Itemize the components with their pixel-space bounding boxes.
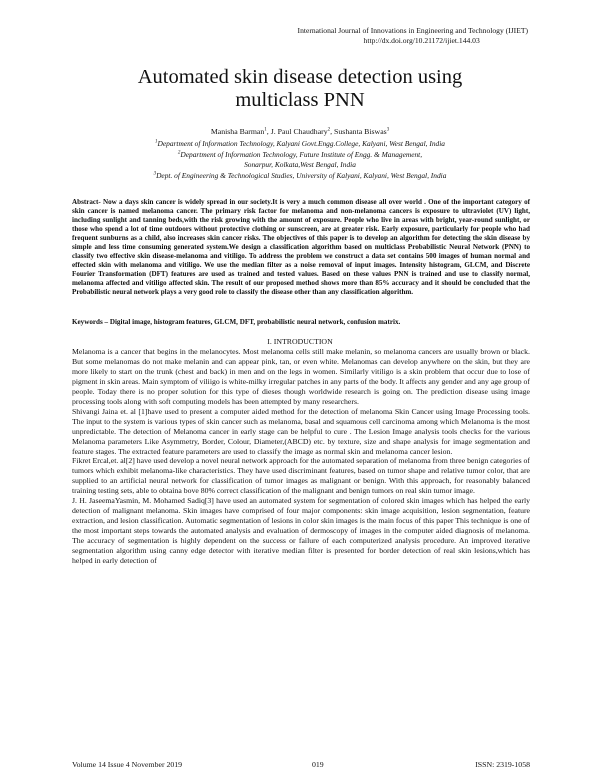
paper-title [0,66,600,112]
title-line-2: multiclass PNN [235,89,365,111]
body-text [72,347,530,566]
author-3-mark: 3 [386,127,390,133]
affiliation-3-mark: 3 [153,171,157,177]
affiliation-2-location: Sonarpur, Kolkata,West Bengal, India [244,160,356,169]
affiliation-2-cont [0,160,600,170]
affiliation-3-text: Dept. of Engineering & Technological Studies, University of Kalyani, Kalyani, West Bengal, India [156,171,447,180]
affiliation-3 [0,171,600,181]
journal-doi: http://dx.doi.org/10.21172/ijiet.144.03 [363,35,480,45]
author-list [0,127,600,137]
paragraph: Shivangi Jaina et. al [1]have used to present a computer aided method for the detection of melanoma Skin Cancer using Image Processing tools. The input to the system is various types of skin cancer such as melanoma, basal and squamous cell carcinoma among which Melanoma is the most unpredictable. The detection of Melanoma cancer in early stage can be helpful to cure . The Lesion Image analysis tools checks for the various Melanoma parameters Like Asymmetry, Border, Colour, Diameter,(ABCD) etc. by texture, size and shape analysis for image segmentation and feature stages. The extracted feature parameters are used to classify the image as normal skin and melanoma cancer lesion. [72,406,530,456]
journal-header [298,26,528,45]
affiliation-1-text: Department of Information Technology, Kalyani Govt.Engg.College, Kalyani, West Bengal, India [157,139,445,148]
journal-name: International Journal of Innovations in Engineering and Technology (IJIET) [297,26,528,35]
section-heading: I. INTRODUCTION [267,337,333,346]
author-2-mark: 2 [327,127,331,133]
author-2: , J. Paul Chaudhary [266,127,328,136]
affiliation-2 [0,150,600,160]
title-line-1: Automated skin disease detection using [137,66,463,88]
affiliation-2-mark: 2 [177,150,181,156]
footer-issn: ISSN: 2319-1058 [475,760,530,769]
author-1: Manisha Barman [210,127,265,136]
affiliation-1-mark: 1 [155,139,158,145]
abstract: Abstract- Now a days skin cancer is widely spread in our society.It is very a much common disease all over world . One of the important category of skin cancer is named melanoma cancer. The primary risk factor for melanoma and non-melanoma cancers is exposure to ultraviolet (UV) light, including sunlight and tanning beds,with the risk growing with the amount of exposure. People who live in areas with bright, year-round sunlight, or those who spend a lot of time outdoors without protective clothing or sunscreen, are at greater risk. Early exposure, particularly for people who had frequent sunburns as a child, also increases skin cancer risks. The objectives of this paper is to develop an algorithm for detecting the skin disease by simple and less time consuming generated system.We design a classification algorithm based on multiclass Probabilistic Neural Network (PNN) to classify two effective skin disease-melanoma and vitiligo. To address the problem we construct a data set contains 500 images of human normal and effected skin with melanoma and vitiligo. We use the median filter as a noise removal of input images. Intensity histogram, GLCM, and Discrete Fourier Transformation (DFT) features are used as trained and tested values. Based on these values PNN is trained and use to classify normal, melanoma affected and vitiligo affected skin. The result of our proposed method shows more than 85% accuracy and it should be concluded that the Probabilistic neural network plays a very good role to classify the disease other than any classification algorithm. [72,198,530,297]
paragraph: Fikret Ercal,et. al[2] have used develop a novel neural network approach for the automated separation of melanoma from three benign categories of tumors which exhibit melanoma-like characteristics. They have used discriminant features, based on tumor shape and relative tumor color, that are supplied to an artificial neural network for classification of tumor images as malignant or benign. With this approach, for reasonably balanced training testing sets, able to obtaina bove 80% correct classification of the malignant and benign tumors on real skin tumor image. [72,456,530,496]
paragraph: Melanoma is a cancer that begins in the melanocytes. Most melanoma cells still make melanin, so melanoma cancers are usually brown or black. But some melanomas do not make melanin and can appear pink, tan, or even white. Melanomas can develop anywhere on the skin, but they are more likely to start on the trunk (chest and back) in men and on the legs in women. Similarly vitiligo is a skin problem that occur due to lose of pigment in skin areas. Main symptom of viliigo is white-milky irregular patches in any parts of the body. It affects any gender and any age group of people. Today there is no proper solution for this type of dieses though worldwide research is going on. The prediction disease using image processing tools along with soft computing models has been attempted by many researchers. [72,347,530,406]
footer-volume: Volume 14 Issue 4 November 2019 [72,760,183,769]
author-3: , Sushanta Biswas [330,127,387,136]
keywords: Keywords – Digital image, histogram features, GLCM, DFT, probabilistic neural network, confusion matrix. [72,318,401,326]
paragraph: J. H. JaseemaYasmin, M. Mohamed Sadiq[3] have used an automated system for segmentation of colored skin images which has helped the early detection of malignant melanoma. Skin images have comprised of four major components: skin image acquisition, lesion segmentation, feature extraction, and lesion classification. Automatic segmentation of lesions in color skin images is the main focus of this paper This technique is one of the most important steps towards the automated analysis and evaluation of dermoscopy of images in the computer aided diagnosis of melanoma. The accuracy of segmentation is highly dependent on the success or failure of each computerized analysis procedure. An improved iterative segmentation algorithm using canny edge detector with iterative median filter is presented for border detection of real skin lesions,which has helped in early detection of [72,496,530,566]
affiliation-2-text: Department of Information Technology, Future Institute of Engg. & Management, [180,150,423,159]
author-1-mark: 1 [264,127,267,133]
affiliation-1 [0,139,600,149]
footer-page-number: 019 [312,760,324,769]
